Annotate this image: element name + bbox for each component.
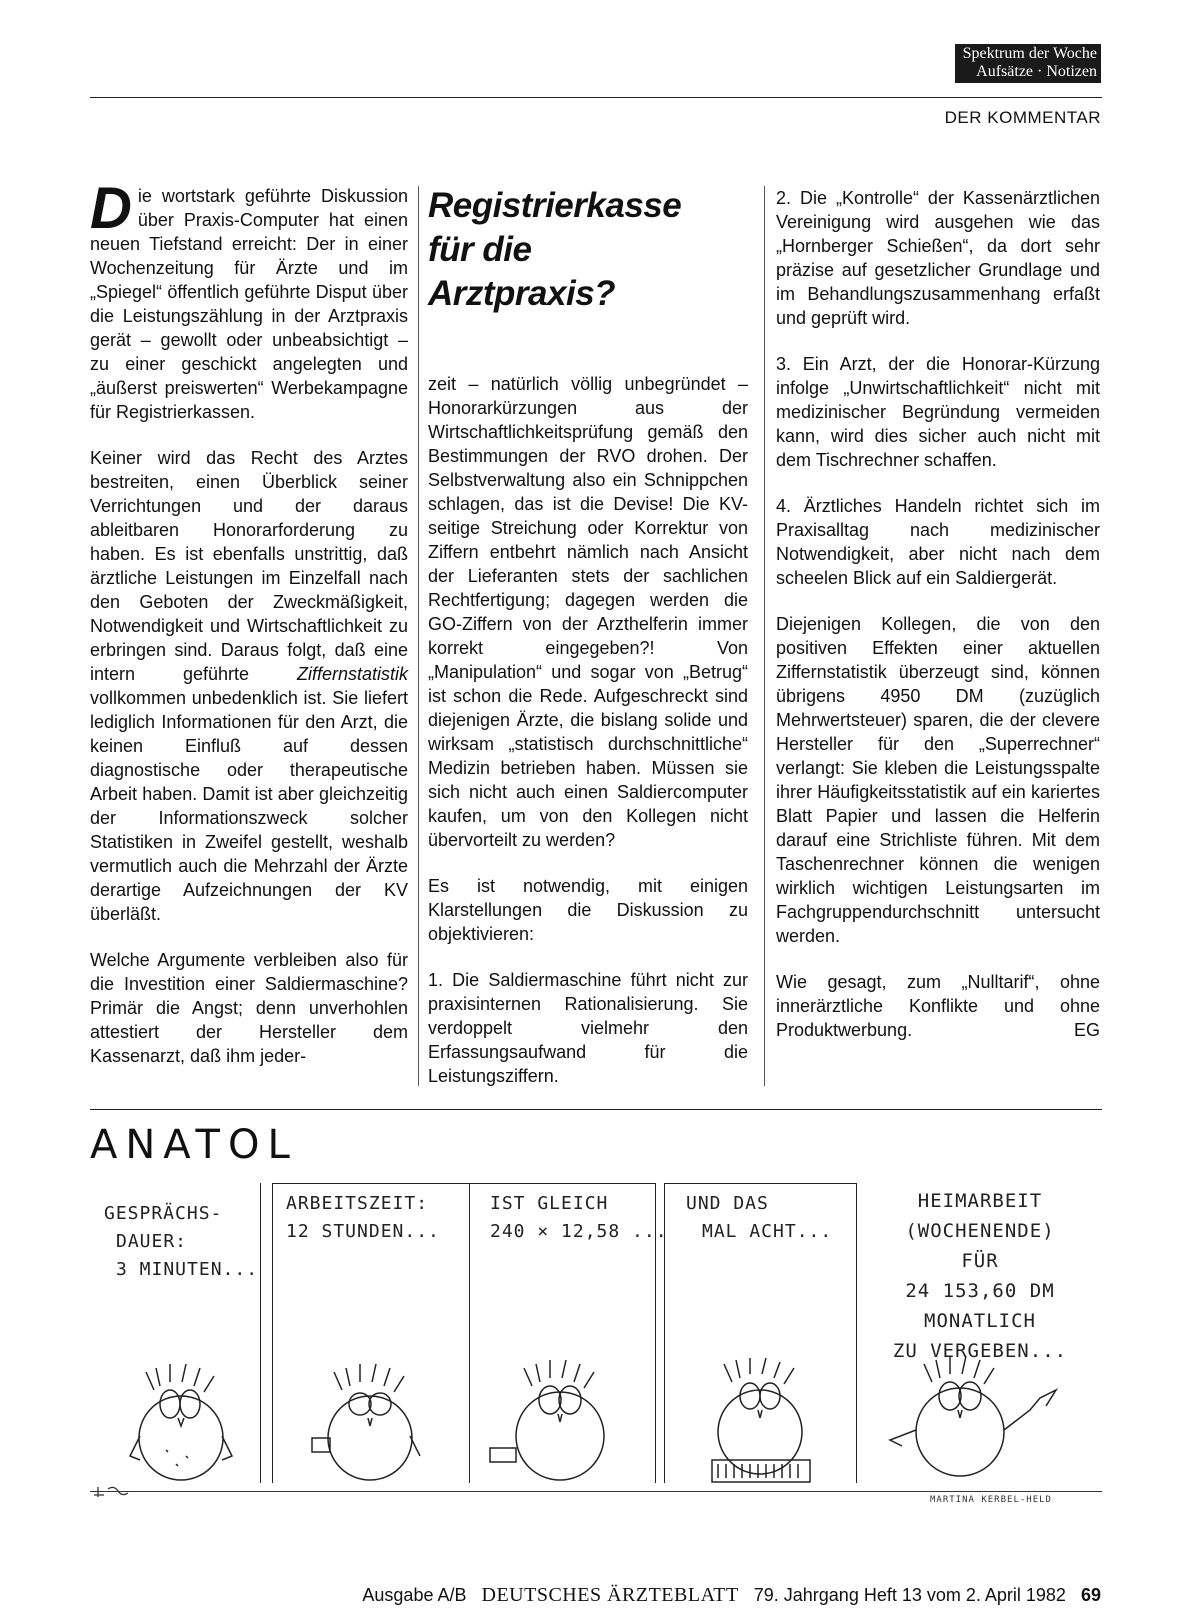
- paragraph: Welche Argumente verbleiben also für die Investition einer Saldiermaschine? Primär die Angst; denn unverhohlen attestiert der Hersteller dem Kassenarzt, daß ihm jeder-: [90, 950, 408, 1066]
- cartoon-caption-3: IST GLEICH 240 × 12,58 ...: [490, 1193, 668, 1242]
- article-headline: Registrierkasse für die Arztpraxis?: [428, 186, 682, 313]
- paragraph: Diejenigen Kollegen, die von den positiven Effekten einer aktuellen Ziffernstatistik überzeugt sind, können übrigens 4950 DM (zuzüglich Mehrwertsteuer) sparen, die der clevere Hersteller für den „Superrechner“ verlangt: Sie kleben die Leistungsspalte ihrer Häufigkeitsstatistik auf ein kariertes Blatt Papier und lassen die Helferin darauf eine Strichliste führen. Mit dem Taschenrechner können die wenigen wirklich wichtigen Leistungsarten im Fachgruppendurchschnitt untersucht werden.: [776, 614, 1100, 946]
- cartoon-rule: [90, 1109, 1102, 1110]
- cartoonist-initials-icon: [92, 1485, 132, 1502]
- column-divider: [418, 186, 419, 1086]
- owl-drawing-icon: [680, 1356, 830, 1486]
- page-footer: [362, 1584, 1101, 1607]
- cartoon-title: ANATOL: [90, 1122, 298, 1168]
- owl-drawing-icon: [488, 1356, 618, 1486]
- paragraph: 3. Ein Arzt, der die Honorar-Kürzung infolge „Unwirtschaftlichkeit“ nicht mit medizinischer Begründung vermeiden kann, wird dies sicher auch nicht mit dem Tischrechner schaffen.: [776, 354, 1100, 470]
- section-label: DER KOMMENTAR: [944, 108, 1101, 127]
- paragraph: zeit – natürlich völlig unbegründet – Honorarkürzungen aus der Wirtschaftlichkeitsprüfung gemäß den Bestimmungen der RVO drohen. Der Selbstverwaltung also ein Schnippchen schlagen, das ist die Devise! Die KV-seitige Streichung oder Korrektur von Ziffern entbehrt nämlich nach Ansicht der Lieferanten stets der sachlichen Rechtfertigung; dagegen werden die GO-Ziffern von der Arzthelferin immer korrekt eingegeben?! Von „Manipulation“ und sogar von „Betrug“ ist schon die Rede. Aufgeschreckt sind diejenigen Ärzte, die bislang solide und wirksam „statistisch durchschnittliche“ Medizin betrieben haben. Müssen sie sich nicht auch einen Saldiercomputer kaufen, um von den Kollegen nicht übervorteilt zu werden?: [428, 374, 748, 850]
- article-column-3: [776, 186, 1100, 1064]
- paragraph: 2. Die „Kontrolle“ der Kassenärztlichen Vereinigung wird ausgehen wie das „Hornberger Schießen“, da dort sehr präzise auf gesetzlicher Grundlage und im Behandlungszusammenhang erfaßt und geprüft wird.: [776, 188, 1100, 328]
- cartoon-caption-5: HEIMARBEIT (WOCHENENDE) FÜR 24 153,60 DM MONATLICH ZU VERGEBEN...: [892, 1190, 1068, 1362]
- article-column-1: [90, 176, 408, 1090]
- column-divider: [764, 186, 765, 1086]
- article-column-2: [428, 184, 748, 1110]
- paragraph: Wie gesagt, zum „Nulltarif“, ohne innerärztliche Konflikte und ohne Produktwerbung. EG: [776, 972, 1100, 1040]
- cartoon-caption-2: ARBEITSZEIT: 12 STUNDEN...: [286, 1193, 440, 1242]
- owl-drawing-icon: [880, 1350, 1070, 1485]
- section-tag-line2: Aufsätze · Notizen: [976, 63, 1097, 80]
- paragraph: 1. Die Saldiermaschine führt nicht zur praxisinternen Rationalisierung. Sie verdoppelt vielmehr den Erfassungsaufwand für die Leistungsziffern.: [428, 970, 748, 1086]
- header-rule: [90, 97, 1102, 98]
- section-tag: [955, 44, 1101, 83]
- author-initials: EG: [1073, 1020, 1100, 1040]
- cartoon-ground-line: [90, 1491, 1102, 1492]
- cartoon-caption-4: UND DAS MAL ACHT...: [686, 1193, 833, 1242]
- section-tag-line1: Spektrum der Woche: [962, 45, 1097, 62]
- paragraph: 4. Ärztliches Handeln richtet sich im Praxisalltag nach medizinischer Notwendigkeit, aber nicht nach dem scheelen Blick auf ein Saldiergerät.: [776, 496, 1100, 588]
- footer-edition: Ausgabe A/B: [362, 1585, 467, 1605]
- owl-drawing-icon: [126, 1360, 236, 1485]
- cartoon-caption-1: GESPRÄCHS- DAUER: 3 MINUTEN...: [104, 1203, 259, 1280]
- paragraph: Keiner wird das Recht des Arztes bestreiten, einen Überblick seiner Verrichtungen und der daraus ableitbaren Honorarforderung zu haben. Es ist ebenfalls unstrittig, daß ärztliche Leistungen im Einzelfall nach den Geboten der Zweckmäßigkeit, Notwendigkeit und Wirtschaftlichkeit zu erbringen sind. Daraus folgt, daß eine intern geführte Ziffernstatistik vollkommen unbedenklich ist. Sie liefert lediglich Informationen für den Arzt, die keinen Einfluß auf dessen diagnostische oder therapeutische Arbeit haben. Damit ist aber gleichzeitig der Informationszweck solcher Statistiken in Zweifel gestellt, weshalb vermutlich auch die Mehrzahl der Ärzte derartige Aufzeichnungen der KV überläßt.: [90, 448, 408, 924]
- page-number: 69: [1080, 1585, 1101, 1605]
- emphasis: Ziffernstatistik: [296, 664, 408, 684]
- owl-drawing-icon: [308, 1360, 428, 1485]
- footer-issue: 79. Jahrgang Heft 13 vom 2. April 1982: [753, 1585, 1066, 1605]
- paragraph: Es ist notwendig, mit einigen Klarstellungen die Diskussion zu objektivieren:: [428, 876, 748, 944]
- paragraph: Die wortstark geführte Diskussion über Praxis-Computer hat einen neuen Tiefstand erreicht: Der in einer Wochenzeitung für Ärzte und im „Spiegel“ öffentlich geführte Disput über die Leistungszählung in der Arztpraxis gerät – gewollt oder unbeabsichtigt – zu einer geschickt angelegten und „äußerst preiswerten“ Werbekampagne für Registrierkassen.: [90, 176, 408, 422]
- drop-cap: D: [90, 176, 132, 241]
- cartoon-signature: MARTINA KERBEL-HELD: [930, 1495, 1052, 1505]
- footer-magazine: DEUTSCHES ÄRZTEBLATT: [481, 1584, 739, 1606]
